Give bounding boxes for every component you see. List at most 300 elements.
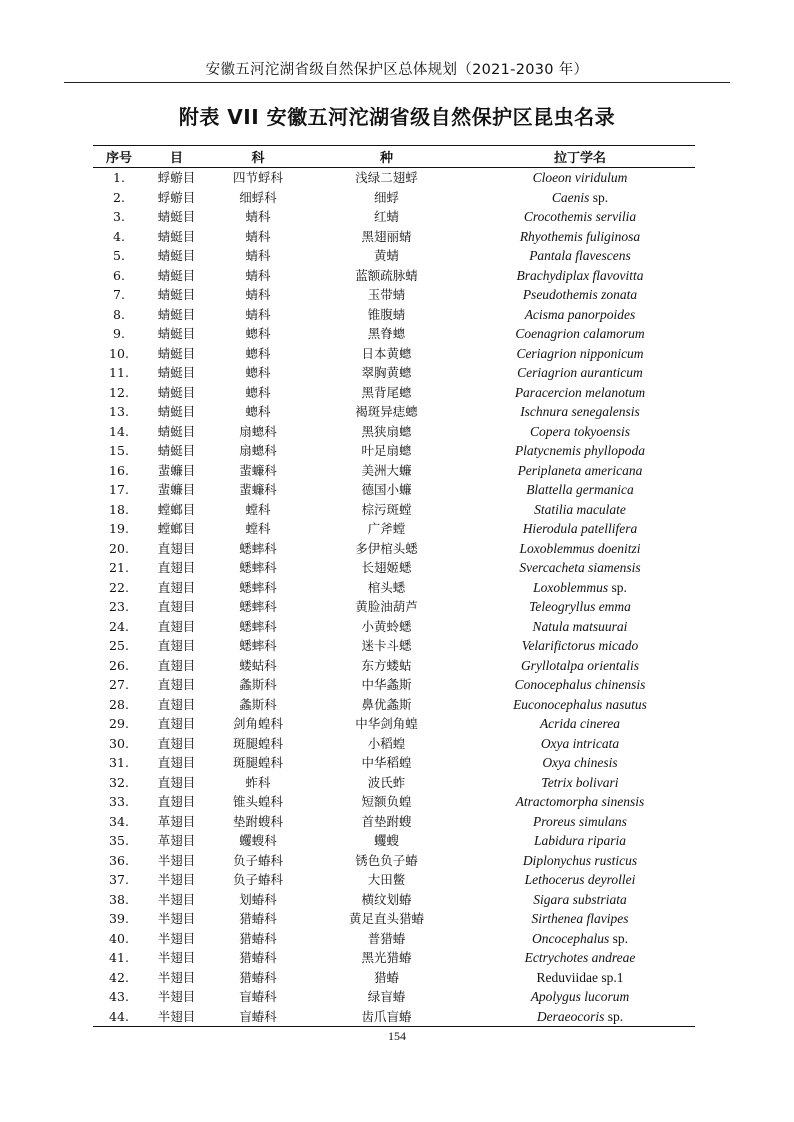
- latin-genus-species: Pantala flavescens: [529, 248, 631, 263]
- table-row: [93, 695, 695, 715]
- cell-species: 黄蜻: [373, 248, 399, 263]
- cell-no: 24.: [109, 618, 129, 634]
- cell-family: 盲蝽科: [239, 989, 277, 1004]
- cell-order: 革翅目: [157, 813, 196, 829]
- latin-genus-species: Conocephalus chinensis: [514, 677, 646, 692]
- cell-no: 40.: [109, 930, 129, 946]
- cell-no: 44.: [93, 1007, 145, 1027]
- latin-genus-species: Loxoblemmus doenitzi: [519, 540, 641, 556]
- cell-no: 20.: [109, 540, 129, 556]
- table-row: [93, 578, 695, 598]
- cell-no: 34.: [109, 813, 129, 829]
- column-header-latin: 拉丁学名: [465, 146, 695, 168]
- cell-no: 28.: [109, 696, 129, 712]
- cell-latin-name: [465, 909, 695, 929]
- cell-family: 蟋蟀科: [239, 579, 277, 595]
- cell-order: 半翅目: [157, 950, 196, 965]
- cell-order: 蜻蜓目: [157, 345, 196, 361]
- cell-order: 半翅目: [157, 969, 196, 985]
- table-row: [93, 812, 695, 832]
- cell-family: 蟋蟀科: [239, 599, 277, 614]
- cell-order: 螳螂目: [157, 501, 196, 517]
- latin-genus-species: Atractomorpha sinensis: [515, 794, 645, 809]
- cell-family: 蜻科: [245, 306, 271, 322]
- cell-latin-name: [465, 929, 695, 949]
- latin-genus-species: Rhyothemis fuliginosa: [519, 228, 641, 244]
- table-row: [93, 1007, 695, 1027]
- cell-family: 螽斯科: [239, 677, 277, 692]
- cell-species: 红蜻: [373, 209, 399, 224]
- table-row: [93, 539, 695, 559]
- cell-order: 蜚蠊目: [157, 482, 196, 497]
- cell-species: 翠胸黄蟌: [361, 365, 412, 380]
- cell-no: 4.: [113, 228, 125, 244]
- table-row: [93, 968, 695, 988]
- cell-latin-name: [465, 636, 695, 656]
- table-row: [93, 656, 695, 676]
- cell-no: 8.: [113, 306, 125, 322]
- cell-no: 3.: [113, 209, 125, 224]
- cell-no: 41.: [109, 950, 129, 965]
- latin-genus-species: Deraeocoris: [536, 1008, 605, 1024]
- cell-order: 直翅目: [157, 560, 196, 575]
- cell-species: 黑脊蟌: [367, 326, 406, 341]
- cell-family: 猎蝽科: [239, 950, 277, 965]
- latin-suffix: sp.: [608, 579, 627, 595]
- latin-genus-species: Ceriagrion auranticum: [517, 365, 643, 380]
- cell-no: 13.: [109, 404, 129, 419]
- latin-genus-species: Acrida cinerea: [539, 716, 621, 731]
- cell-latin-name: [465, 617, 695, 637]
- cell-latin-name: [465, 773, 695, 793]
- cell-order: 直翅目: [157, 657, 196, 673]
- table-row: [93, 305, 695, 325]
- cell-family: 蠼螋科: [239, 833, 277, 848]
- table-row: [93, 870, 695, 890]
- cell-no: 26.: [109, 657, 129, 673]
- cell-latin-name: [465, 305, 695, 325]
- cell-no: 43.: [109, 989, 129, 1004]
- cell-species: 绿盲蝽: [367, 989, 406, 1004]
- cell-family: 锥头蝗科: [232, 794, 283, 809]
- cell-latin-name: [465, 500, 695, 520]
- cell-no: 33.: [109, 794, 129, 809]
- cell-species: 德国小蠊: [361, 482, 412, 497]
- latin-suffix: Reduviidae sp.1: [536, 969, 624, 985]
- cell-latin-name: [465, 363, 695, 383]
- cell-family: 垫跗螋科: [232, 813, 283, 829]
- cell-order: 半翅目: [157, 891, 196, 907]
- cell-no: 37.: [109, 872, 129, 887]
- latin-genus-species: Statilia maculate: [534, 501, 626, 517]
- cell-order: 蜻蜓目: [157, 384, 196, 400]
- cell-family: 蜚蠊科: [239, 462, 277, 478]
- cell-latin-name: [465, 656, 695, 676]
- cell-family: 蚱科: [245, 774, 271, 790]
- latin-genus-species: Crocothemis servilia: [523, 209, 637, 224]
- table-row: [93, 987, 695, 1007]
- cell-species: 小稻蝗: [367, 735, 406, 751]
- cell-latin-name: [465, 344, 695, 364]
- cell-order: 直翅目: [157, 618, 196, 634]
- table-row: [93, 753, 695, 773]
- running-header: 安徽五河沱湖省级自然保护区总体规划（2021-2030 年）: [205, 62, 589, 78]
- cell-order: 半翅目: [157, 911, 196, 926]
- latin-genus-species: Proreus simulans: [533, 813, 627, 829]
- cell-no: 39.: [109, 911, 129, 926]
- cell-species: 蓝额疏脉蜻: [355, 267, 418, 283]
- cell-order: 蜻蜓目: [157, 365, 196, 380]
- cell-order: 直翅目: [157, 794, 196, 809]
- cell-no: 25.: [109, 638, 129, 653]
- cell-latin-name: [465, 890, 695, 910]
- cell-family: 斑腿蝗科: [232, 755, 283, 770]
- cell-no: 17.: [109, 482, 129, 497]
- cell-latin-name: [465, 207, 695, 227]
- cell-species: 玉带蜻: [367, 287, 406, 302]
- header-rule: [64, 82, 730, 83]
- cell-no: 35.: [109, 833, 129, 848]
- page-title: 附表 VII 安徽五河沱湖省级自然保护区昆虫名录: [178, 105, 616, 129]
- cell-no: 19.: [109, 521, 129, 536]
- cell-order: 直翅目: [157, 540, 196, 556]
- latin-genus-species: Velarifictorus micado: [521, 638, 639, 653]
- cell-family: 蟌科: [245, 404, 271, 419]
- cell-order: 直翅目: [157, 579, 196, 595]
- cell-family: 扇蟌科: [239, 423, 277, 439]
- cell-family: 蟌科: [245, 365, 271, 380]
- cell-no: 18.: [109, 501, 129, 517]
- cell-latin-name: [465, 831, 695, 851]
- latin-genus-species: Ceriagrion nipponicum: [516, 345, 644, 361]
- cell-family: 盲蝽科: [208, 1007, 308, 1027]
- cell-species: 东方蝼蛄: [361, 657, 412, 673]
- cell-order: 蜻蜓目: [157, 306, 196, 322]
- latin-genus-species: Ischnura senegalensis: [520, 404, 640, 419]
- latin-genus-species: Copera tokyoensis: [529, 423, 631, 439]
- latin-genus-species: Oncocephalus: [532, 930, 610, 946]
- table-row: [93, 851, 695, 871]
- cell-order: 蜻蜓目: [157, 248, 196, 263]
- column-header-no: 序号: [93, 146, 145, 168]
- cell-species: 中华剑角蝗: [355, 716, 418, 731]
- latin-genus-species: Loxoblemmus: [533, 579, 609, 595]
- cell-family: 蜻科: [245, 267, 271, 283]
- cell-species: 浅绿二翅蜉: [355, 170, 418, 185]
- cell-order: 直翅目: [157, 677, 196, 692]
- cell-latin-name: [465, 227, 695, 247]
- table-row: [93, 948, 695, 968]
- cell-no: 36.: [109, 852, 129, 868]
- table-row: [93, 246, 695, 266]
- cell-latin-name: [465, 324, 695, 344]
- cell-species: 黑狭扇蟌: [361, 423, 412, 439]
- table-row: [93, 734, 695, 754]
- cell-family: 蟋蟀科: [239, 638, 277, 653]
- latin-genus-species: Sigara substriata: [533, 891, 627, 907]
- table-row: [93, 773, 695, 793]
- cell-latin-name: [465, 383, 695, 403]
- cell-no: 5.: [113, 248, 125, 263]
- latin-genus-species: Oxya intricata: [540, 735, 620, 751]
- cell-latin-name: [465, 792, 695, 812]
- cell-latin-name: [465, 597, 695, 617]
- cell-family: 蟌科: [245, 326, 271, 341]
- latin-genus-species: Blattella germanica: [526, 482, 634, 497]
- cell-order: 蜻蜓目: [157, 287, 196, 302]
- cell-species: 黄足直头猎蝽: [348, 911, 424, 926]
- cell-latin-name: [465, 948, 695, 968]
- latin-genus-species: Euconocephalus nasutus: [513, 696, 647, 712]
- cell-order: 蜻蜓目: [157, 326, 196, 341]
- cell-no: 30.: [109, 735, 129, 751]
- latin-genus-species: Lethocerus deyrollei: [524, 872, 636, 887]
- latin-genus-species: Caenis: [551, 189, 590, 205]
- table-row: [93, 909, 695, 929]
- table-row: [93, 597, 695, 617]
- cell-family: 扇蟌科: [239, 443, 277, 458]
- cell-order: 直翅目: [157, 638, 196, 653]
- cell-latin-name: [465, 480, 695, 500]
- cell-family: 螳科: [245, 501, 271, 517]
- table-row: [93, 383, 695, 403]
- column-header-order: 目: [145, 146, 208, 168]
- cell-no: 42.: [109, 969, 129, 985]
- cell-latin-name: [465, 402, 695, 422]
- cell-latin-name: [465, 188, 695, 208]
- column-header-species: 种: [308, 146, 465, 168]
- cell-family: 细蜉科: [239, 189, 277, 205]
- cell-latin-name: [465, 441, 695, 461]
- cell-species: 锥腹蜻: [367, 306, 406, 322]
- cell-order: 革翅目: [157, 833, 196, 848]
- latin-genus-species: Teleogryllus emma: [529, 599, 631, 614]
- cell-order: 半翅目: [157, 852, 196, 868]
- table-row: [93, 207, 695, 227]
- latin-genus-species: Brachydiplax flavovitta: [516, 267, 644, 283]
- cell-no: 12.: [109, 384, 129, 400]
- table-row: [93, 285, 695, 305]
- cell-no: 9.: [113, 326, 125, 341]
- table-row: [93, 441, 695, 461]
- cell-family: 蜚蠊科: [239, 482, 277, 497]
- cell-no: 16.: [109, 462, 129, 478]
- cell-order: 蜚蠊目: [157, 462, 196, 478]
- table-row: [93, 890, 695, 910]
- cell-latin-name: [465, 870, 695, 890]
- cell-latin-name: [465, 168, 695, 188]
- cell-latin-name: [465, 578, 695, 598]
- latin-genus-species: Paracercion melanotum: [514, 384, 646, 400]
- table-row: [93, 363, 695, 383]
- table-row: [93, 831, 695, 851]
- cell-species: 短额负蝗: [361, 794, 412, 809]
- table-row: [93, 792, 695, 812]
- cell-no: 32.: [109, 774, 129, 790]
- cell-family: 蜻科: [245, 209, 271, 224]
- cell-latin-name: [465, 968, 695, 988]
- table-header-row: [93, 146, 695, 168]
- cell-order: 蜻蜓目: [157, 423, 196, 439]
- cell-latin-name: [465, 266, 695, 286]
- cell-latin-name: [465, 734, 695, 754]
- cell-order: 直翅目: [157, 696, 196, 712]
- cell-no: 7.: [113, 287, 125, 302]
- cell-order: 蜉蝣目: [157, 170, 196, 185]
- latin-genus-species: Coenagrion calamorum: [515, 326, 645, 341]
- cell-species: 日本黄蟌: [361, 345, 412, 361]
- cell-latin-name: [465, 519, 695, 539]
- cell-order: 直翅目: [157, 735, 196, 751]
- latin-genus-species: Natula matsuurai: [532, 618, 628, 634]
- table-row: [93, 266, 695, 286]
- cell-species: 多伊棺头蟋: [355, 540, 418, 556]
- cell-family: 蟋蟀科: [239, 560, 277, 575]
- table-row: [93, 461, 695, 481]
- cell-species: 黑光猎蝽: [361, 950, 412, 965]
- table-row: [93, 500, 695, 520]
- cell-order: 蜻蜓目: [157, 209, 196, 224]
- cell-family: 蜻科: [245, 248, 271, 263]
- cell-latin-name: [465, 558, 695, 578]
- latin-suffix: sp.: [604, 1008, 624, 1024]
- cell-species: 波氏蚱: [367, 774, 406, 790]
- cell-no: 10.: [109, 345, 129, 361]
- latin-suffix: sp.: [589, 189, 609, 205]
- cell-order: 螳螂目: [157, 521, 196, 536]
- table-row: [93, 929, 695, 949]
- table-row: [93, 675, 695, 695]
- column-header-family: 科: [208, 146, 308, 168]
- table-row: [93, 324, 695, 344]
- cell-species: 棕污斑螳: [361, 501, 412, 517]
- table-row: [93, 402, 695, 422]
- cell-no: 22.: [109, 579, 129, 595]
- latin-genus-species: Labidura riparia: [534, 833, 626, 848]
- cell-species: 广斧螳: [367, 521, 406, 536]
- cell-family: 四节蜉科: [232, 170, 283, 185]
- table-row: [93, 344, 695, 364]
- table-row: [93, 558, 695, 578]
- table-row: [93, 227, 695, 247]
- cell-order: 半翅目: [157, 872, 196, 887]
- cell-order: 蜻蜓目: [157, 267, 196, 283]
- latin-genus-species: Tetrix bolivari: [541, 774, 619, 790]
- latin-genus-species: Svercacheta siamensis: [519, 560, 641, 575]
- latin-genus-species: Sirthenea flavipes: [531, 911, 629, 926]
- cell-species: 中华螽斯: [361, 677, 412, 692]
- latin-genus-species: Apolygus lucorum: [530, 989, 630, 1004]
- cell-species: 蠼螋: [373, 833, 399, 848]
- cell-latin-name: [465, 753, 695, 773]
- cell-order: 直翅目: [157, 774, 196, 790]
- table-row: [93, 636, 695, 656]
- cell-family: 猎蝽科: [239, 930, 277, 946]
- cell-family: 蟋蟀科: [239, 618, 277, 634]
- cell-species: 黄脸油葫芦: [355, 599, 418, 614]
- cell-species: 锈色负子蝽: [355, 852, 418, 868]
- cell-species: 小黄蛉蟋: [361, 618, 412, 634]
- cell-species: 齿爪盲蝽: [308, 1007, 465, 1027]
- table-row: [93, 519, 695, 539]
- cell-family: 负子蝽科: [232, 852, 283, 868]
- cell-latin-name: [465, 851, 695, 871]
- cell-no: 14.: [109, 423, 129, 439]
- cell-species: 大田鳖: [367, 872, 406, 887]
- cell-latin-name: [465, 422, 695, 442]
- cell-order: 直翅目: [157, 716, 196, 731]
- cell-family: 蜻科: [245, 228, 271, 244]
- cell-order: 半翅目: [157, 930, 196, 946]
- latin-suffix: sp.: [609, 930, 628, 946]
- table-row: [93, 168, 695, 188]
- latin-genus-species: Hierodula patellifera: [522, 521, 638, 536]
- cell-no: 21.: [109, 560, 129, 575]
- cell-order: 直翅目: [157, 755, 196, 770]
- cell-order: 半翅目: [157, 989, 196, 1004]
- cell-family: 划蝽科: [239, 891, 277, 907]
- cell-latin-name: [465, 1007, 695, 1027]
- cell-no: 6.: [113, 267, 125, 283]
- cell-no: 29.: [109, 716, 129, 731]
- cell-species: 中华稻蝗: [361, 755, 412, 770]
- cell-species: 猎蝽: [373, 969, 399, 985]
- cell-order: 蜻蜓目: [157, 228, 196, 244]
- cell-latin-name: [465, 812, 695, 832]
- table-row: [93, 422, 695, 442]
- cell-order: 半翅目: [145, 1007, 208, 1027]
- cell-latin-name: [465, 714, 695, 734]
- cell-family: 蟋蟀科: [239, 540, 277, 556]
- page-number: 154: [388, 1029, 406, 1043]
- cell-family: 蝼蛄科: [239, 657, 277, 673]
- cell-no: 15.: [109, 443, 129, 458]
- cell-species: 黑翅丽蜻: [361, 228, 412, 244]
- cell-family: 猎蝽科: [239, 969, 277, 985]
- cell-no: 31.: [109, 755, 129, 770]
- cell-no: 1.: [113, 170, 125, 185]
- cell-species: 黑背尾蟌: [361, 384, 412, 400]
- cell-latin-name: [465, 987, 695, 1007]
- cell-family: 蟌科: [245, 384, 271, 400]
- cell-no: 11.: [109, 365, 129, 380]
- cell-latin-name: [465, 695, 695, 715]
- cell-order: 蜻蜓目: [157, 443, 196, 458]
- cell-latin-name: [465, 461, 695, 481]
- cell-family: 斑腿蝗科: [232, 735, 283, 751]
- cell-species: 鼻优螽斯: [361, 696, 412, 712]
- cell-latin-name: [465, 246, 695, 266]
- latin-genus-species: Oxya chinesis: [542, 755, 618, 770]
- cell-no: 23.: [109, 599, 129, 614]
- cell-family: 剑角蝗科: [232, 716, 283, 731]
- cell-order: 蜉蝣目: [157, 189, 196, 205]
- cell-species: 细蜉: [373, 189, 399, 205]
- table-row: [93, 714, 695, 734]
- cell-species: 美洲大蠊: [361, 462, 412, 478]
- cell-family: 猎蝽科: [239, 911, 277, 926]
- cell-latin-name: [465, 675, 695, 695]
- latin-genus-species: Diplonychus rusticus: [522, 852, 638, 868]
- cell-species: 横纹划蝽: [361, 891, 412, 907]
- cell-species: 褐斑异痣蟌: [355, 404, 418, 419]
- cell-family: 负子蝽科: [232, 872, 283, 887]
- cell-species: 长翅姬蟋: [361, 560, 412, 575]
- table-body: [93, 168, 695, 1027]
- cell-family: 蜻科: [245, 287, 271, 302]
- table-row: [93, 188, 695, 208]
- cell-no: 27.: [109, 677, 129, 692]
